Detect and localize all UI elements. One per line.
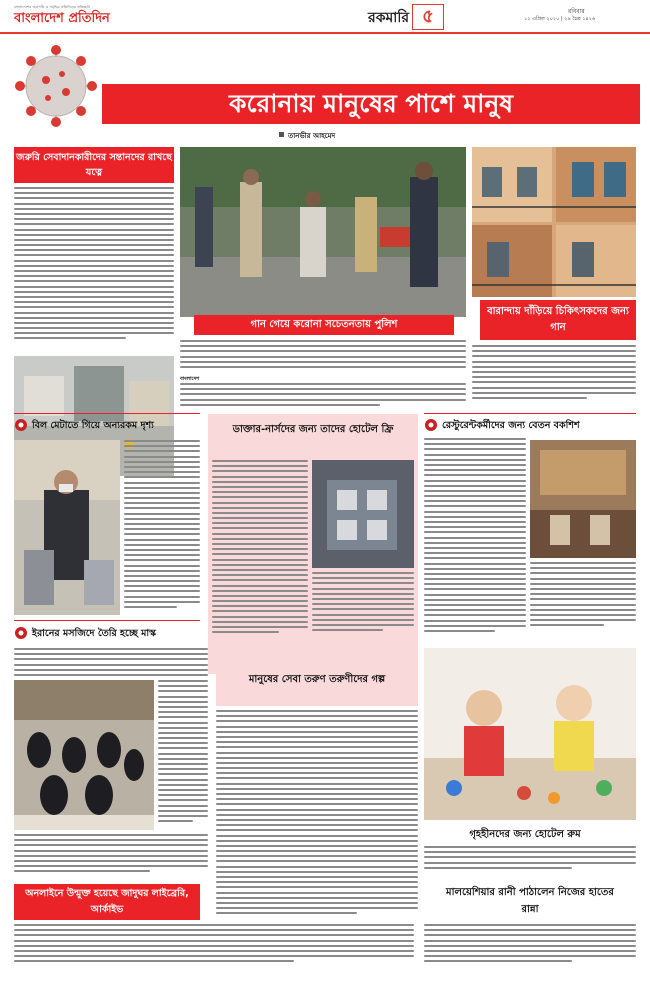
gear-bullet-icon (14, 418, 28, 432)
headline-library: অনলাইনে উন্মুক্ত হয়েছে জাদুঘর লাইব্রেরি, আর্কাইভ (14, 884, 200, 920)
story-text-doctor-2 (312, 572, 414, 640)
headline-malaysia-queen: মালয়েশিয়ার রানী পাঠালেন নিজের হাতের রান্না (446, 887, 614, 915)
photo-hotel (312, 460, 414, 568)
story-text-tarun (216, 710, 418, 920)
headline-tarun: মানুষের সেবা তরুণ তরুণীদের গল্প (248, 674, 386, 685)
story-text-malaysia (424, 924, 636, 976)
photo-restaurant (530, 440, 636, 558)
photo-bill-man (14, 440, 120, 615)
photo-balcony-singers (472, 147, 636, 297)
gear-bullet-icon (424, 418, 438, 432)
byline: তানভীর আহমেদ (288, 132, 336, 140)
story-text-library (14, 924, 414, 976)
divider (14, 620, 200, 621)
page-number: ৫ (412, 4, 444, 30)
headline-doctor-hotel: ডাক্তার-নার্সদের জন্য তাদের হোটেল ফ্রি (232, 424, 394, 435)
subhead-bangladesh: বাংলাদেশ (180, 376, 200, 382)
date-day: রবিবার (568, 8, 585, 15)
story-text-balcony (472, 345, 636, 407)
coronavirus-icon (10, 40, 102, 132)
headline-iran-mask: ইরানের মসজিদে তৈরি হচ্ছে মাস্ক (32, 628, 157, 639)
logo-name: বাংলাদেশ প্রতিদিন (14, 11, 110, 26)
story-text-bill (124, 440, 200, 615)
story-text-police (180, 340, 466, 374)
photo-children-playing (424, 648, 636, 820)
story-text-iran (14, 648, 208, 678)
photo-iran-mosque (14, 680, 154, 830)
byline-marker (279, 132, 284, 137)
caption-police-singing: গান গেয়ে করোনা সচেতনতায় পুলিশ (194, 315, 454, 335)
headline-essential-workers: জরুরি সেবাদানকারীদের সন্তানদের রাখছে যত্নে (14, 147, 174, 183)
headline-homeless: গৃহহীনদের জন্য হোটেল রুম (469, 829, 581, 840)
headline-restaurant: রেস্টুরেন্টকর্মীদের জন্য বেতন বকশিশ (442, 420, 580, 431)
logo-tagline: বাংলাদেশের অগ্রগতি ও সমৃদ্ধির প্রতিদিনের প্রতিচ্ছবি (14, 5, 91, 9)
story-text-restaurant-2 (530, 562, 636, 638)
headline-balcony-song: বারান্দায় দাঁড়িয়ে চিকিৎসকদের জন্য গান (480, 300, 636, 340)
story-text-bangladesh (180, 383, 466, 409)
section-name: রকমারি (368, 10, 410, 26)
gear-bullet-icon (14, 626, 28, 640)
story-text-iran-3 (14, 834, 208, 878)
date-full: ১২ এপ্রিল ২০২০ | ২৯ চৈত্র ১৪২৬ (524, 16, 596, 22)
masthead (0, 0, 650, 34)
logo[interactable] (14, 5, 134, 29)
story-text-restaurant (424, 438, 526, 638)
story-text-essential-workers (14, 187, 174, 352)
divider (424, 413, 636, 414)
story-text-homeless (424, 846, 636, 876)
photo-police-singing (180, 147, 466, 317)
headline-bill: বিল মেটাতে গিয়ে অন্যরকম দৃশ্য (32, 420, 154, 431)
main-headline: করোনায় মানুষের পাশে মানুষ (102, 84, 640, 124)
divider (14, 413, 200, 414)
story-text-doctor (212, 460, 308, 640)
story-text-iran-2 (158, 680, 208, 830)
